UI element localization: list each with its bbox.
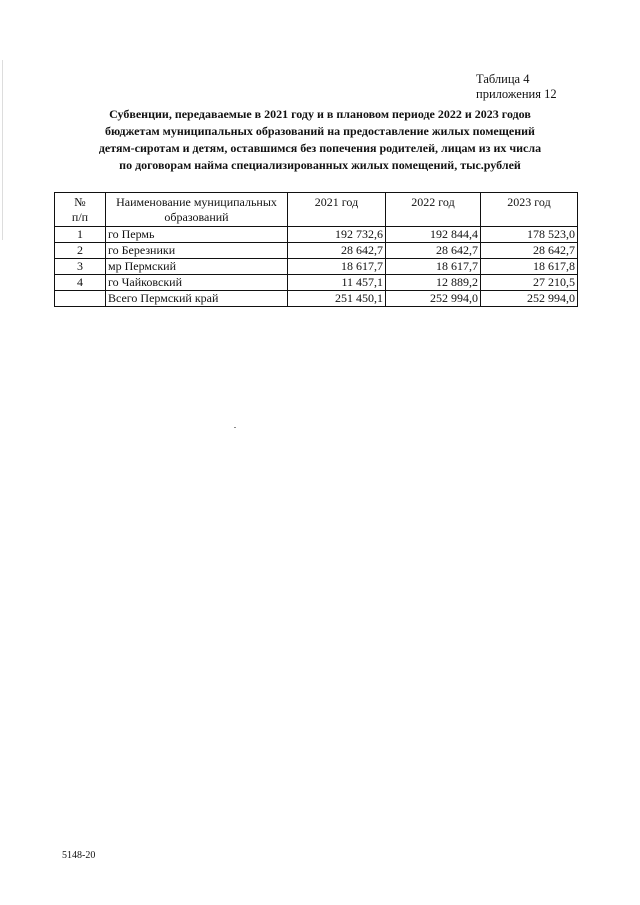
table-header-row [55, 193, 578, 227]
header-2021: 2021 год [288, 193, 386, 227]
cell-municipality: го Березники [106, 243, 288, 259]
header-number-line-2: п/п [71, 210, 89, 224]
cell-2023: 27 210,5 [481, 275, 578, 291]
table-total-row [55, 291, 578, 307]
cell-total-2023: 252 994,0 [481, 291, 578, 307]
cell-municipality: го Пермь [106, 227, 288, 243]
cell-number: 4 [55, 275, 106, 291]
cell-total-2022: 252 994,0 [386, 291, 481, 307]
cell-2022: 192 844,4 [386, 227, 481, 243]
cell-2022: 18 617,7 [386, 259, 481, 275]
header-municipality-line-1: Наименование муниципальных [116, 195, 277, 209]
table-row [55, 243, 578, 259]
subsidy-table [54, 192, 578, 307]
table-row [55, 259, 578, 275]
appendix-number: приложения 12 [476, 87, 557, 101]
cell-2021: 28 642,7 [288, 243, 386, 259]
cell-number: 2 [55, 243, 106, 259]
cell-total-label: Всего Пермский край [106, 291, 288, 307]
document-code: 5148-20 [62, 850, 96, 861]
header-municipality-line-2: образований [164, 210, 229, 224]
cell-total-2021: 251 450,1 [288, 291, 386, 307]
document-title [60, 106, 580, 174]
table-reference [476, 72, 586, 102]
header-number [55, 193, 106, 227]
scan-edge-mark [2, 60, 3, 240]
cell-2021: 192 732,6 [288, 227, 386, 243]
cell-number: 3 [55, 259, 106, 275]
cell-2023: 28 642,7 [481, 243, 578, 259]
title-line-4: по договорам найма специализированных жилых помещений, тыс.рублей [119, 158, 521, 172]
header-number-line-1: № [74, 195, 86, 209]
cell-2022: 28 642,7 [386, 243, 481, 259]
table-number: Таблица 4 [476, 72, 530, 86]
cell-2022: 12 889,2 [386, 275, 481, 291]
header-2022: 2022 год [386, 193, 481, 227]
cell-2023: 18 617,8 [481, 259, 578, 275]
cell-municipality: мр Пермский [106, 259, 288, 275]
cell-2023: 178 523,0 [481, 227, 578, 243]
title-line-2: бюджетам муниципальных образований на предоставление жилых помещений [105, 124, 535, 138]
header-2023: 2023 год [481, 193, 578, 227]
cell-municipality: го Чайковский [106, 275, 288, 291]
cell-number: 1 [55, 227, 106, 243]
title-line-1: Субвенции, передаваемые в 2021 году и в плановом периоде 2022 и 2023 годов [109, 107, 531, 121]
cell-2021: 18 617,7 [288, 259, 386, 275]
table-row [55, 227, 578, 243]
cell-number [55, 291, 106, 307]
table-row [55, 275, 578, 291]
cell-2021: 11 457,1 [288, 275, 386, 291]
title-line-3: детям-сиротам и детям, оставшимся без попечения родителей, лицам из их числа [98, 141, 542, 155]
scan-speck [234, 427, 236, 428]
header-municipality [106, 193, 288, 227]
